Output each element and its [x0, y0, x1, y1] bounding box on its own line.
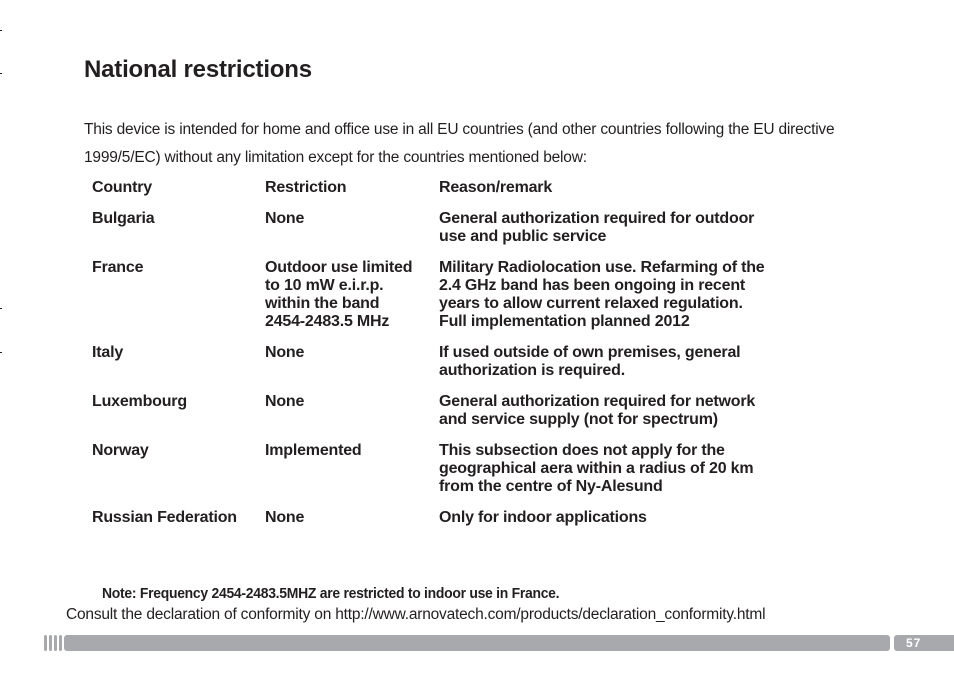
- intro-paragraph: This device is intended for home and office use in all EU countries (and other countries following the EU directive 1999/5/EC) without any limitation except for the countries mentioned below:: [84, 121, 835, 166]
- cell-reason: If used outside of own premises, general authorization is required.: [439, 344, 741, 379]
- crop-mark: [0, 30, 2, 31]
- header-country: Country: [92, 179, 152, 196]
- cell-country: Norway: [92, 442, 149, 459]
- cell-restriction: None: [265, 509, 305, 526]
- cell-restriction: Implemented: [265, 442, 362, 459]
- header-reason: Reason/remark: [439, 179, 553, 196]
- cell-reason: General authorization required for network and service supply (not for spectrum): [439, 393, 756, 428]
- consult-declaration-text: Consult the declaration of conformity on http://www.arnovatech.com/products/declaration_conformity.html: [66, 606, 766, 623]
- cell-reason: Only for indoor applications: [439, 509, 647, 526]
- table-row: [84, 206, 777, 255]
- cell-reason: This subsection does not apply for the geographical aera within a radius of 20 km from the centre of Ny-Alesund: [439, 442, 754, 495]
- cell-country: Italy: [92, 344, 124, 361]
- crop-mark: [0, 308, 2, 309]
- cell-country: France: [92, 259, 144, 276]
- france-note: Note: Frequency 2454-2483.5MHZ are restricted to indoor use in France.: [102, 585, 560, 602]
- crop-mark: [0, 352, 2, 353]
- cell-restriction: Outdoor use limited to 10 mW e.i.r.p. within the band 2454-2483.5 MHz: [265, 259, 413, 330]
- table-row: [84, 340, 777, 389]
- cell-restriction: None: [265, 210, 305, 227]
- header-restriction: Restriction: [265, 179, 347, 196]
- footer-bar: [64, 635, 890, 651]
- cell-restriction: None: [265, 344, 305, 361]
- footer-decoration: [44, 635, 64, 651]
- cell-country: Russian Federation: [92, 509, 237, 526]
- cell-country: Luxembourg: [92, 393, 187, 410]
- restrictions-table: [84, 175, 777, 536]
- cell-reason: Military Radiolocation use. Refarming of the 2.4 GHz band has been ongoing in recent years to allow current relaxed regulation. Full implementation planned 2012: [439, 259, 765, 330]
- table-row: [84, 438, 777, 505]
- page-number: 57: [906, 636, 922, 650]
- cell-restriction: None: [265, 393, 305, 410]
- page-title: National restrictions: [84, 56, 312, 83]
- table-header-row: [84, 175, 777, 206]
- cell-country: Bulgaria: [92, 210, 155, 227]
- table-row: [84, 389, 777, 438]
- page-number-badge: [894, 635, 954, 651]
- table-row: [84, 255, 777, 340]
- table-row: [84, 505, 777, 536]
- crop-mark: [0, 73, 2, 74]
- cell-reason: General authorization required for outdoor use and public service: [439, 210, 755, 245]
